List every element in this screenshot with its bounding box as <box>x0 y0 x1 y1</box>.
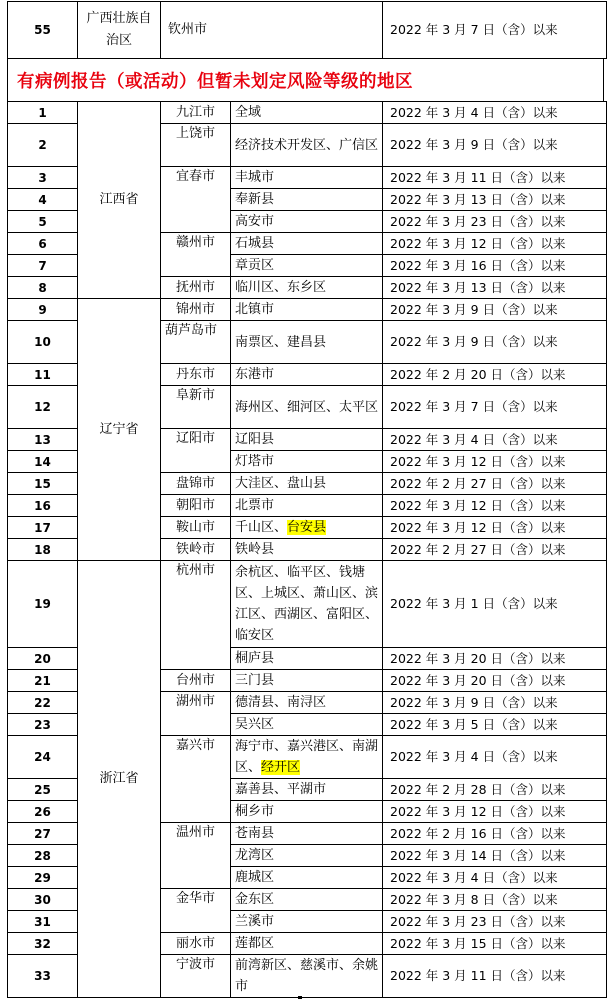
area-cell: 前湾新区、慈溪市、余姚市 <box>231 955 383 998</box>
city-cell: 锦州市 <box>161 299 231 321</box>
row-number: 19 <box>8 561 78 648</box>
area-cell: 章贡区 <box>231 255 383 277</box>
date-cell: 2022 年 3 月 12 日（含）以来 <box>383 801 607 823</box>
area-text: 千山区、 <box>235 520 288 535</box>
date-cell: 2022 年 3 月 13 日（含）以来 <box>383 189 607 211</box>
row-number: 20 <box>8 648 78 670</box>
city-cell: 盘锦市 <box>161 473 231 495</box>
date-cell: 2022 年 3 月 16 日（含）以来 <box>383 255 607 277</box>
area-cell: 德清县、南浔区 <box>231 692 383 714</box>
row-number: 6 <box>8 233 78 255</box>
city-cell: 台州市 <box>161 670 231 692</box>
row-number: 9 <box>8 299 78 321</box>
date-cell: 2022 年 3 月 4 日（含）以来 <box>383 867 607 889</box>
date-cell: 2022 年 2 月 27 日（含）以来 <box>383 539 607 561</box>
date-cell: 2022 年 3 月 4 日（含）以来 <box>383 102 607 124</box>
row-number: 25 <box>8 779 78 801</box>
row-number: 1 <box>8 102 78 124</box>
city-cell: 丽水市 <box>161 933 231 955</box>
city-cell: 丹东市 <box>161 364 231 386</box>
date-cell: 2022 年 3 月 15 日（含）以来 <box>383 933 607 955</box>
row-number: 23 <box>8 714 78 736</box>
date-cell: 2022 年 3 月 5 日（含）以来 <box>383 714 607 736</box>
row-number: 10 <box>8 321 78 364</box>
date-cell: 2022 年 3 月 13 日（含）以来 <box>383 277 607 299</box>
area-cell: 北票市 <box>231 495 383 517</box>
date-cell: 2022 年 3 月 20 日（含）以来 <box>383 648 607 670</box>
date-cell: 2022 年 3 月 4 日（含）以来 <box>383 429 607 451</box>
city-cell: 阜新市 <box>161 386 231 429</box>
previous-section-table <box>7 1 607 59</box>
row-number: 30 <box>8 889 78 911</box>
city-cell: 九江市 <box>161 102 231 124</box>
area-cell: 大洼区、盘山县 <box>231 473 383 495</box>
date-cell: 2022 年 3 月 7 日（含）以来 <box>383 2 607 59</box>
area-cell: 余杭区、临平区、钱塘区、上城区、萧山区、滨江区、西湖区、富阳区、临安区 <box>231 561 383 648</box>
date-cell: 2022 年 3 月 12 日（含）以来 <box>383 495 607 517</box>
city-cell: 嘉兴市 <box>161 736 231 823</box>
row-number: 28 <box>8 845 78 867</box>
row-number: 5 <box>8 211 78 233</box>
city-cell: 辽阳市 <box>161 429 231 473</box>
city-cell: 温州市 <box>161 823 231 889</box>
row-number: 13 <box>8 429 78 451</box>
city-cell: 赣州市 <box>161 233 231 277</box>
row-number: 7 <box>8 255 78 277</box>
row-number: 18 <box>8 539 78 561</box>
date-cell: 2022 年 2 月 16 日（含）以来 <box>383 823 607 845</box>
date-cell: 2022 年 3 月 11 日（含）以来 <box>383 167 607 189</box>
city-cell: 金华市 <box>161 889 231 933</box>
area-cell: 鹿城区 <box>231 867 383 889</box>
row-number: 14 <box>8 451 78 473</box>
row-number: 12 <box>8 386 78 429</box>
province-cell: 江西省 <box>78 102 161 299</box>
area-cell <box>231 517 383 539</box>
area-cell: 临川区、东乡区 <box>231 277 383 299</box>
area-cell: 丰城市 <box>231 167 383 189</box>
date-cell: 2022 年 3 月 20 日（含）以来 <box>383 670 607 692</box>
row-number: 27 <box>8 823 78 845</box>
city-cell: 湖州市 <box>161 692 231 736</box>
city-cell: 杭州市 <box>161 561 231 670</box>
date-cell: 2022 年 3 月 12 日（含）以来 <box>383 233 607 255</box>
area-cell <box>231 736 383 779</box>
date-cell: 2022 年 3 月 7 日（含）以来 <box>383 386 607 429</box>
city-cell: 朝阳市 <box>161 495 231 517</box>
highlighted-area: 台安县 <box>287 520 327 535</box>
city-cell: 铁岭市 <box>161 539 231 561</box>
date-cell: 2022 年 3 月 11 日（含）以来 <box>383 955 607 998</box>
row-number: 16 <box>8 495 78 517</box>
province-cell: 浙江省 <box>78 561 161 998</box>
area-cell: 兰溪市 <box>231 911 383 933</box>
unrated-areas-table <box>7 101 607 998</box>
row-number: 55 <box>8 2 78 59</box>
row-number: 21 <box>8 670 78 692</box>
date-cell: 2022 年 3 月 9 日（含）以来 <box>383 692 607 714</box>
page-mark <box>298 996 302 999</box>
province-cell: 广西壮族自治区 <box>78 2 161 59</box>
date-cell: 2022 年 3 月 23 日（含）以来 <box>383 911 607 933</box>
row-number: 24 <box>8 736 78 779</box>
date-cell: 2022 年 2 月 20 日（含）以来 <box>383 364 607 386</box>
date-cell: 2022 年 3 月 9 日（含）以来 <box>383 124 607 167</box>
province-cell: 辽宁省 <box>78 299 161 561</box>
area-cell: 苍南县 <box>231 823 383 845</box>
area-cell: 嘉善县、平湖市 <box>231 779 383 801</box>
date-cell: 2022 年 3 月 9 日（含）以来 <box>383 321 607 364</box>
area-cell: 高安市 <box>231 211 383 233</box>
row-number: 26 <box>8 801 78 823</box>
row-number: 17 <box>8 517 78 539</box>
table-row <box>8 561 607 648</box>
row-number: 15 <box>8 473 78 495</box>
row-number: 4 <box>8 189 78 211</box>
area-cell: 石城县 <box>231 233 383 255</box>
table-row <box>8 2 607 59</box>
table-row <box>8 299 607 321</box>
date-cell: 2022 年 3 月 14 日（含）以来 <box>383 845 607 867</box>
city-cell: 上饶市 <box>161 124 231 167</box>
area-cell: 海州区、细河区、太平区 <box>231 386 383 429</box>
section-header <box>7 58 604 101</box>
table-row <box>8 102 607 124</box>
area-cell: 龙湾区 <box>231 845 383 867</box>
area-cell: 桐庐县 <box>231 648 383 670</box>
city-cell: 鞍山市 <box>161 517 231 539</box>
date-cell: 2022 年 2 月 28 日（含）以来 <box>383 779 607 801</box>
city-cell: 宁波市 <box>161 955 231 998</box>
city-cell: 钦州市 <box>161 2 383 59</box>
row-number: 33 <box>8 955 78 998</box>
row-number: 32 <box>8 933 78 955</box>
city-cell: 葫芦岛市 <box>161 321 231 364</box>
area-cell: 奉新县 <box>231 189 383 211</box>
area-cell: 莲都区 <box>231 933 383 955</box>
area-cell: 桐乡市 <box>231 801 383 823</box>
city-cell: 抚州市 <box>161 277 231 299</box>
area-cell: 南票区、建昌县 <box>231 321 383 364</box>
date-cell: 2022 年 2 月 27 日（含）以来 <box>383 473 607 495</box>
highlighted-area: 经开区 <box>261 760 301 775</box>
area-cell: 全域 <box>231 102 383 124</box>
section-title: 有病例报告（或活动）但暂未划定风险等级的地区 <box>17 72 413 92</box>
date-cell: 2022 年 3 月 8 日（含）以来 <box>383 889 607 911</box>
area-cell: 经济技术开发区、广信区 <box>231 124 383 167</box>
date-cell: 2022 年 3 月 9 日（含）以来 <box>383 299 607 321</box>
row-number: 3 <box>8 167 78 189</box>
date-cell: 2022 年 3 月 12 日（含）以来 <box>383 451 607 473</box>
area-cell: 北镇市 <box>231 299 383 321</box>
area-text: 海宁市、嘉兴港区、南湖区、 <box>235 739 379 775</box>
row-number: 8 <box>8 277 78 299</box>
date-cell: 2022 年 3 月 12 日（含）以来 <box>383 517 607 539</box>
date-cell: 2022 年 3 月 1 日（含）以来 <box>383 561 607 648</box>
area-cell: 辽阳县 <box>231 429 383 451</box>
date-cell: 2022 年 3 月 23 日（含）以来 <box>383 211 607 233</box>
area-cell: 吴兴区 <box>231 714 383 736</box>
row-number: 29 <box>8 867 78 889</box>
area-cell: 灯塔市 <box>231 451 383 473</box>
area-cell: 东港市 <box>231 364 383 386</box>
area-cell: 金东区 <box>231 889 383 911</box>
city-cell: 宜春市 <box>161 167 231 233</box>
area-cell: 铁岭县 <box>231 539 383 561</box>
row-number: 2 <box>8 124 78 167</box>
row-number: 11 <box>8 364 78 386</box>
date-cell: 2022 年 3 月 4 日（含）以来 <box>383 736 607 779</box>
row-number: 31 <box>8 911 78 933</box>
area-cell: 三门县 <box>231 670 383 692</box>
row-number: 22 <box>8 692 78 714</box>
